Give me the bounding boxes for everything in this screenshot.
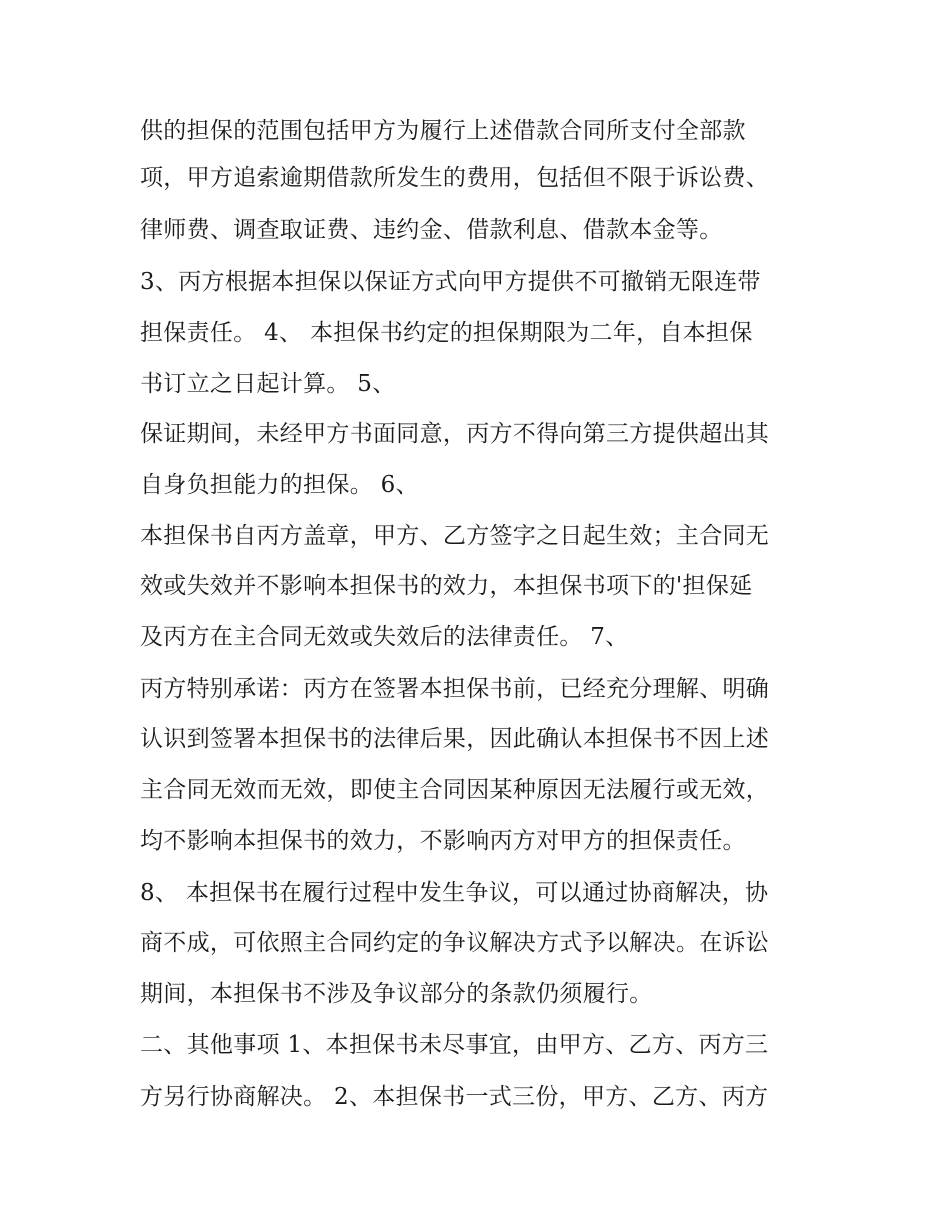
text-line: 供的担保的范围包括甲方为履行上述借款合同所支付全部款: [140, 118, 746, 144]
text-line: 保证期间，未经甲方书面同意，丙方不得向第三方提供超出其: [140, 421, 770, 447]
text-line: 丙方特别承诺：丙方在签署本担保书前，已经充分理解、明确: [140, 676, 770, 702]
text-line: 均不影响本担保书的效力，不影响丙方对甲方的担保责任。: [140, 828, 746, 854]
text-line: 自身负担能力的担保。 6、: [140, 472, 419, 498]
text-line: 商不成，可依照主合同约定的争议解决方式予以解决。在诉讼: [140, 930, 770, 956]
text-line: 书订立之日起计算。 5、: [140, 371, 396, 397]
text-line: 二、其他事项 1、本担保书未尽事宜，由甲方、乙方、丙方三: [140, 1032, 769, 1058]
text-line: 担保责任。 4、 本担保书约定的担保期限为二年，自本担保: [140, 320, 753, 346]
text-line: 本担保书自丙方盖章，甲方、乙方签字之日起生效；主合同无: [140, 523, 770, 549]
text-line: 律师费、调查取证费、违约金、借款利息、借款本金等。: [140, 217, 723, 243]
text-line: 8、 本担保书在履行过程中发生争议，可以通过协商解决，协: [140, 880, 769, 906]
text-line: 3、丙方根据本担保以保证方式向甲方提供不可撤销无限连带: [140, 269, 761, 295]
text-line: 认识到签署本担保书的法律后果，因此确认本担保书不因上述: [140, 726, 770, 752]
text-line: 期间，本担保书不涉及争议部分的条款仍须履行。: [140, 981, 653, 1007]
text-line: 效或失效并不影响本担保书的效力，本担保书项下的'担保延: [140, 573, 753, 599]
text-line: 项，甲方追索逾期借款所发生的费用，包括但不限于诉讼费、: [140, 165, 770, 191]
text-line: 主合同无效而无效，即使主合同因某种原因无法履行或无效，: [140, 777, 770, 803]
text-line: 方另行协商解决。 2、本担保书一式三份，甲方、乙方、丙方: [140, 1084, 769, 1110]
text-line: 及丙方在主合同无效或失效后的法律责任。 7、: [140, 624, 629, 650]
